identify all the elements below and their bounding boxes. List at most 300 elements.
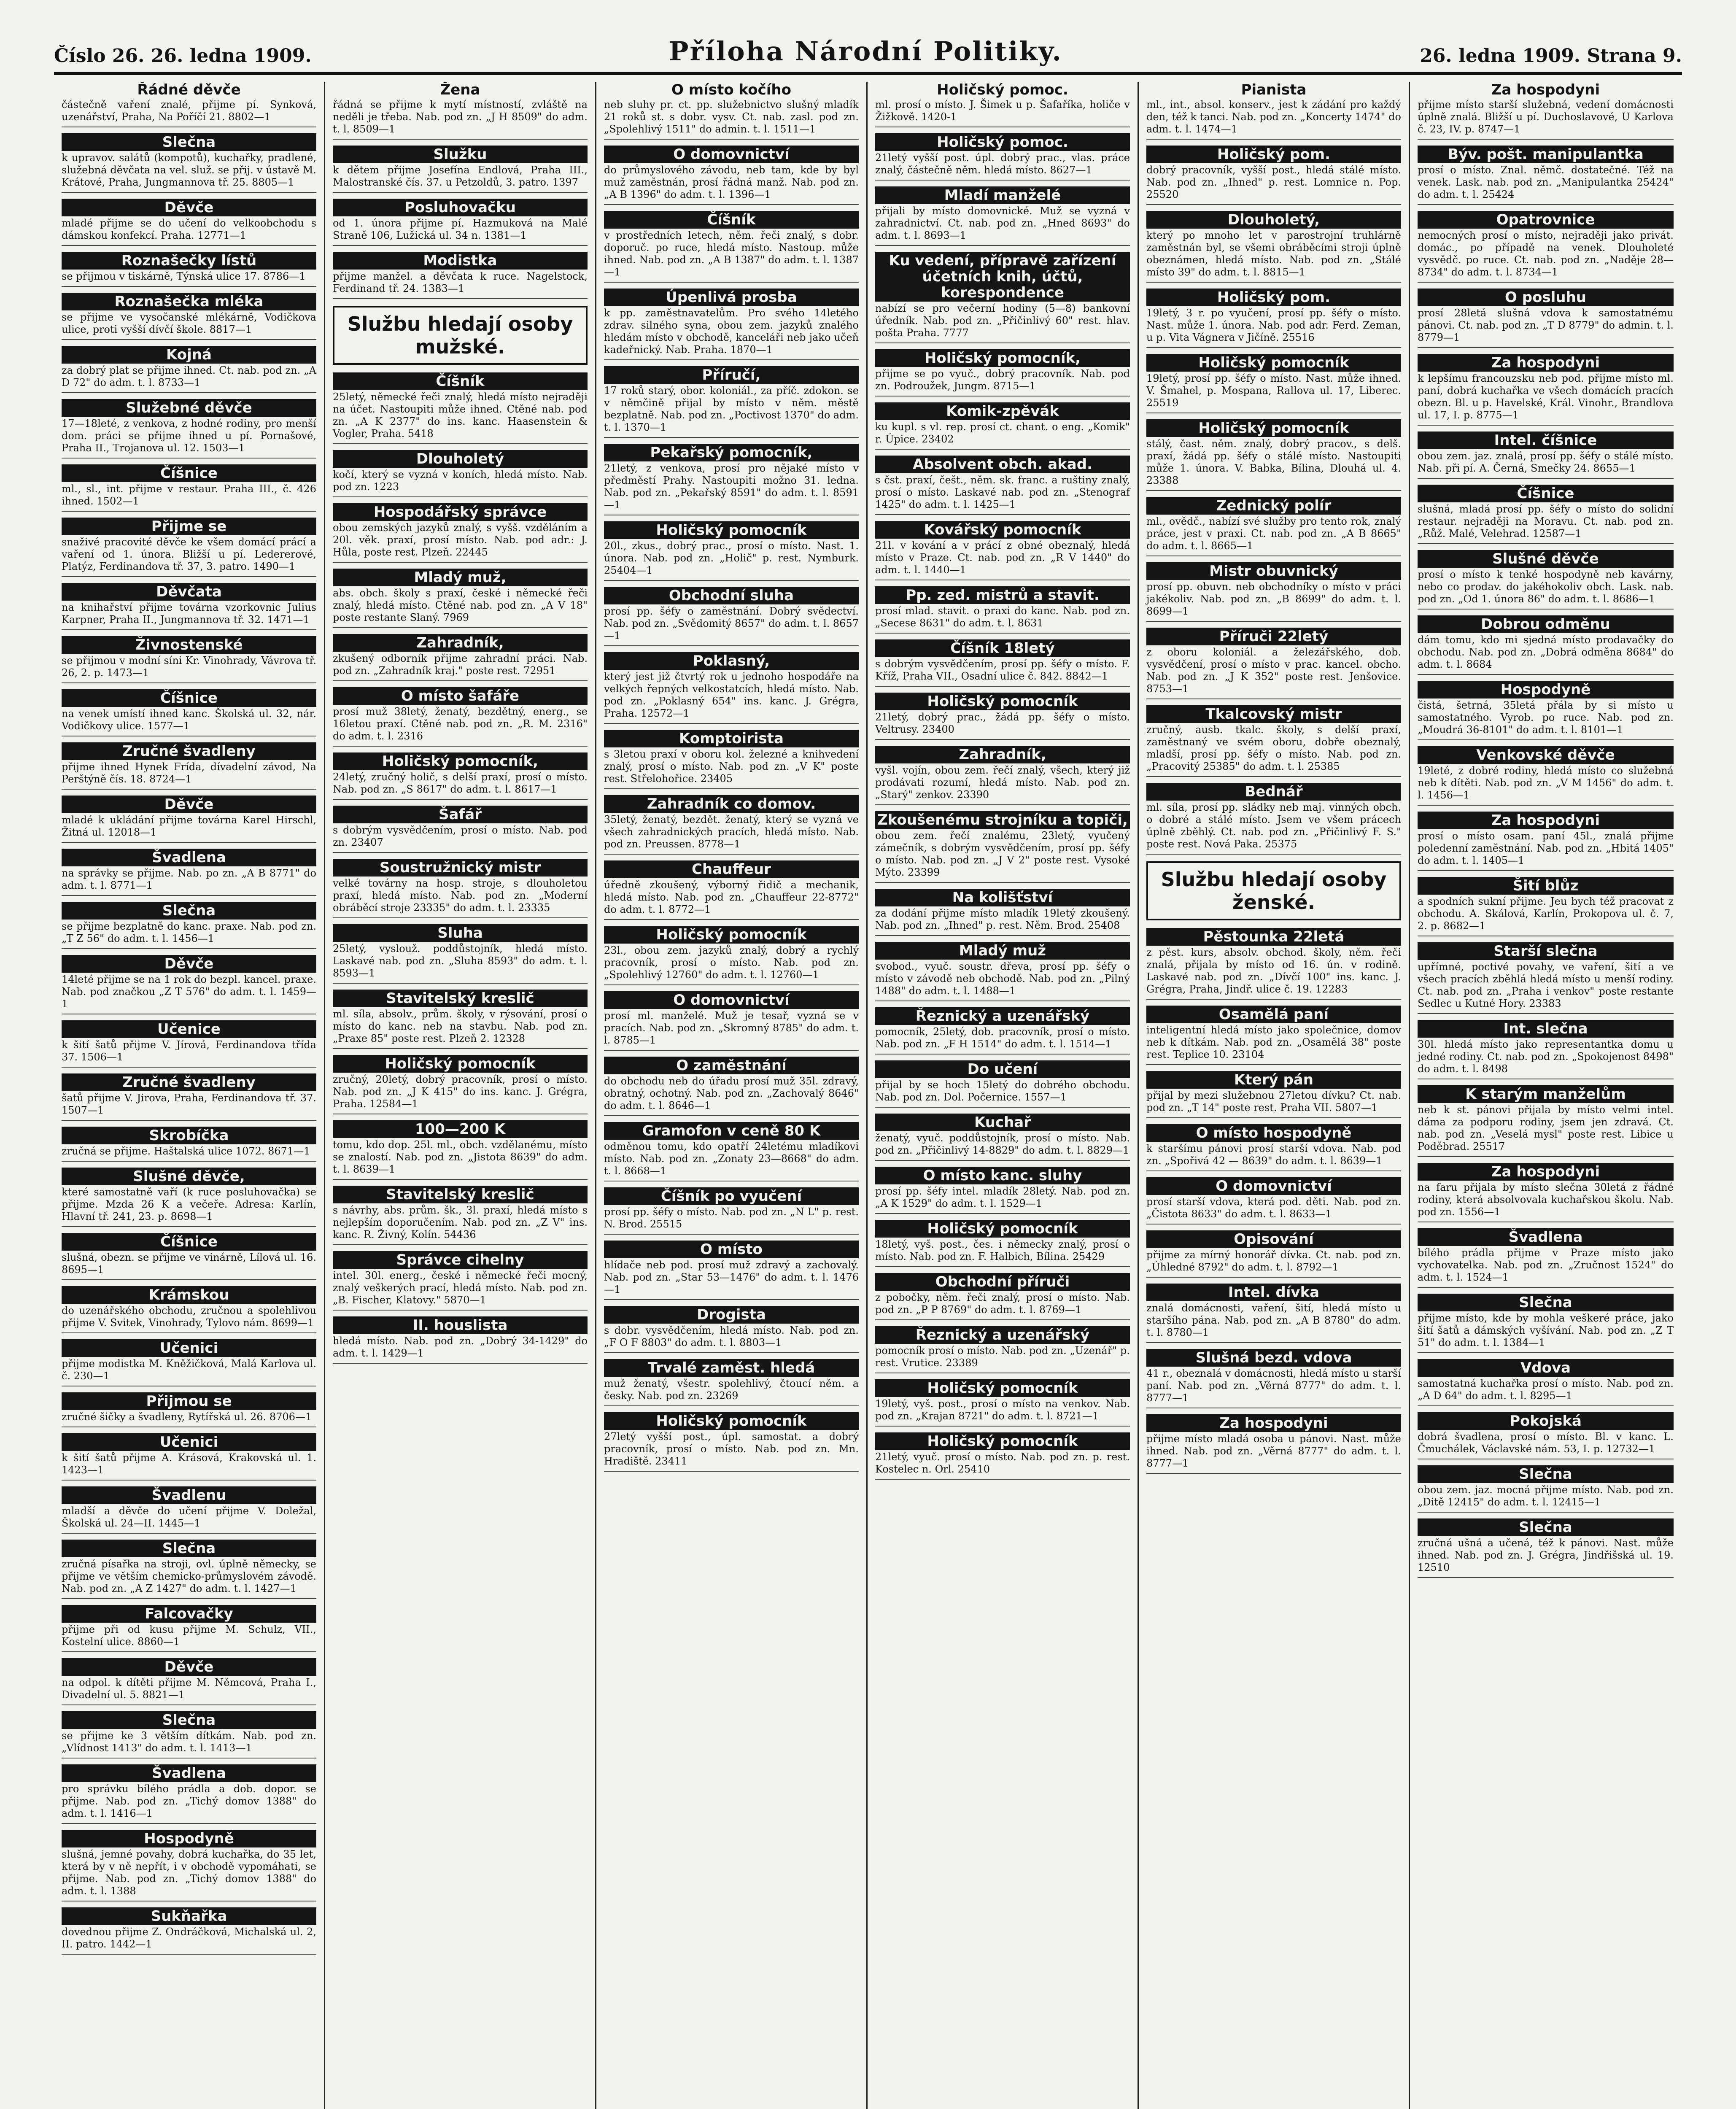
ad-heading: Holičský pomocník [875,1220,1130,1238]
classified-ad [1146,705,1401,777]
classified-ad [604,926,859,985]
ad-body: 25letý, vyslouž. poddůstojník, hledá místo. Laskavé nab. pod zn. „Sluha 8593" do adm. t. l. 8593—1 [333,943,588,979]
ad-heading: Číšnice [62,1233,316,1251]
ad-body: úředně zkoušený, výborný řidič a mechanik, hledá místo. Nab. pod zn. „Chauffeur 22-8772" do adm. t. l. 8772—1 [604,879,859,915]
ad-heading: Ku vedení, přípravě zařízení účetních knih, účtů, korespondence [875,252,1130,302]
ad-body: ml., int., absol. konserv., jest k zádání pro každý den, též k tanci. Nab. pod zn. „Koncerty 1474" do adm. t. l. 1474—1 [1146,99,1401,135]
ad-body: 41 r., obeznalá v domácnosti, hledá místo u starší paní. Nab. pod zn. „Věrná 8777" do adm. t. l. 8777—1 [1146,1367,1401,1404]
ad-body: zručný, ausb. tkalc. školy, s delší praxí, zaměstnaný ve svém oboru, dobře obeznalý, mladší, prosí pp. šéfy o místo. Nab. pod zn. „Pracovitý 25385" do adm. t. l. 25385 [1146,724,1401,772]
ad-heading: Dobrou odměnu [1418,615,1674,633]
ad-body: 30l. hledá místo jako representantka domu u jedné rodiny. Ct. nab. pod zn. „Spokojenost 8498" do adm. t. l. 8498 [1418,1038,1674,1075]
classified-ad [604,860,859,920]
ad-body: z pobočky, něm. řeči znalý, prosí o místo. Nab. pod zn. „P P 8769" do adm. t. l. 8769—1 [875,1292,1130,1316]
ad-heading: O domovnictví [1146,1177,1401,1195]
ad-heading: Holičský pom. [1146,146,1401,163]
ad-heading: O domovnictví [604,146,859,163]
classified-ad [1146,419,1401,491]
ad-body: ml. prosí o místo. J. Šimek u p. Šafaříka, holiče v Žižkově. 1420-1 [875,99,1130,123]
classified-ad [1418,146,1674,205]
classified-ad [333,569,588,628]
classified-ad [1418,354,1674,426]
classified-ad [1418,289,1674,348]
ad-heading: Slušná bezd. vdova [1146,1349,1401,1367]
ad-heading: Opisování [1146,1230,1401,1248]
classified-ad [604,730,859,789]
ad-body: pro správku bílého prádla a dob. dopor. se přijme. Nab. pod zn. „Tichý domov 1388" do adm. t. l. 1416—1 [62,1783,316,1819]
classified-ad [875,693,1130,740]
ad-heading: Děvče [62,796,316,813]
ad-heading: Mladý muž [875,942,1130,960]
classified-ad [333,806,588,853]
ad-heading: Int. slečna [1418,1020,1674,1038]
classified-ad [875,186,1130,246]
ad-body: 23l., obou zem. jazyků znalý, dobrý a rychlý pracovník, prosí o místo. Nab. pod zn. „Spolehlivý 12760" do adm. t. l. 12760—1 [604,944,859,981]
ad-body: slušná, obezn. se přijme ve vinárně, Lílová ul. 16. 8695—1 [62,1251,316,1276]
ad-heading: Příručí, [604,366,859,384]
ad-heading: O místo kočího [671,82,791,98]
ad-body: dám tomu, kdo mi sjedná místo prodavačky do obchodu. Nab. pod zn. „Dobrá odměna 8684" do adm. t. l. 8684 [1418,634,1674,670]
ad-heading: Stavitelský kreslič [333,1186,588,1203]
ad-heading: Dlouholetý, [1146,211,1401,229]
classified-ad [1418,1228,1674,1288]
ad-heading: Hospodyně [1418,681,1674,699]
ad-heading: Intel. číšnice [1418,432,1674,449]
classified-ad [1418,1359,1674,1406]
ad-body: velké továrny na hosp. stroje, s dlouholetou praxí, hledá místo. Nab. pod zn. „Moderní obráběcí stroje 23335" do adm. t. l. 23335 [333,877,588,914]
classified-ad [62,1433,316,1481]
ad-heading: Žena [440,82,480,98]
ad-heading: Holičský pomocník [875,1379,1130,1397]
ad-body: 19leté, z dobré rodiny, hledá místo co služebná neb k dítěti. Nab. pod zn. „V M 1456" do adm. t. l. 1456—1 [1418,765,1674,801]
classified-ad [1418,211,1674,283]
ad-body: přijme při od kusu přijme M. Schulz, VII., Kostelní ulice. 8860—1 [62,1624,316,1648]
ad-heading: Tkalcovský mistr [1146,705,1401,723]
ad-body: k šití šatů přijme V. Jírová, Ferdinandova třída 37. 1506—1 [62,1039,316,1063]
ad-heading: Holičský pomocník [333,1055,588,1073]
classified-ad [604,795,859,855]
ad-body: přijme manžel. a děvčata k ruce. Nagelstock, Ferdinand tř. 24. 1383—1 [333,270,588,294]
ad-heading: Modistka [333,252,588,270]
classified-ad [62,1286,316,1333]
ad-body: do obchodu neb do úřadu prosí muž 35l. zdravý, obratný, ochotný. Nab. pod zn. „Zachovalý 8646" do adm. t. l. 8646—1 [604,1075,859,1111]
classified-ad [62,1127,316,1162]
ad-body: 18letý, vyš. post., čes. i německy znalý, prosí o místo. Nab. pod zn. F. Halbich, Bílina. 25429 [875,1238,1130,1262]
ad-heading: Pokojská [1418,1412,1674,1430]
ad-heading: Kovářský pomocník [875,521,1130,539]
ad-body: nabízí se pro večerní hodiny (5—8) bankovní úředník. Nab. pod zn. „Přičinlivý 60" rest. hlav. pošta Praha. 7777 [875,302,1130,339]
ad-heading: Slečna [62,902,316,920]
ad-body: obou zemských jazyků znalý, s vyšš. vzděláním a 20l. věk. praxí, prosí místo. Nab. pod adr.: J. Hůla, poste rest. Plzeň. 22445 [333,522,588,558]
ad-heading: Učenici [62,1339,316,1357]
ad-heading: Za hospodyni [1418,812,1674,829]
ad-body: 21letý vyšší post. úpl. dobrý prac., vlas. práce znalý, částečně něm. hledá místo. 8627—1 [875,152,1130,176]
ad-body: prosí 28letá slušná vdova k samostatnému pánovi. Ct. nab. pod zn. „T D 8779" do admin. t. l. 8779—1 [1418,307,1674,343]
classified-ad [333,634,588,681]
ad-heading: Kojná [62,346,316,364]
ad-body: prosí pp. šéfy o místo. Nab. pod zn. „N L" p. rest. N. Brod. 25515 [604,1206,859,1230]
ad-body: k upravov. salátů (kompotů), kuchařky, pradlené, služebná děvčata na vel. služ. se přij. v ústavě M. Krátové, Praha, Jungmannova tř. 25. 8805—1 [62,152,316,188]
ad-body: neb k st. pánovi přijala by místo velmi intel. dáma za podporu rodiny, jsem jen zdravá. Ct. nab. pod zn. „Veselá mysl" poste rest. Libice u Poděbrad. 25517 [1418,1104,1674,1152]
classified-ad [62,293,316,340]
classified-ad [875,811,1130,883]
classified-ad [875,889,1130,936]
ad-body: prosí o místo. Znal. němč. dostatečné. Též na venek. Lask. nab. pod zn. „Manipulantka 25424" do adm. t. l. 25424 [1418,164,1674,200]
ad-body: čistá, šetrná, 35letá přála by si místo u samostatného. Vyrob. po ruce. Nab. pod zn. „Moudrá 36-8101" do adm. t. l. 8101—1 [1418,699,1674,736]
section-rubric: Službu hledají osoby mužské. [333,306,588,365]
ad-heading: Holičský pomoc. [875,133,1130,151]
ad-heading: Holičský pomoc. [937,82,1068,98]
classified-ad [875,82,1130,127]
classified-ad [62,902,316,949]
classified-ad [333,1186,588,1245]
ad-heading: Slečna [62,1540,316,1557]
ad-body: 27letý vyšší post., úpl. samostat. a dobrý pracovník, prosí o místo. Nab. pod zn. Mn. Hradiště. 23411 [604,1431,859,1467]
ad-body: který po mnoho let v parostrojní truhlárně zaměstnán byl, se všemi obráběcími stroji úplně obeznámen, hledá místo. Nab. pod zn. „Stálé místo 39" do adm. t. l. 8815—1 [1146,229,1401,278]
classified-ad [333,1251,588,1311]
ad-body: přijal by mezi služebnou 27letou dívku? Ct. nab. pod zn. „T 14" poste rest. Praha VII. 5807—1 [1146,1090,1401,1114]
classified-ad [604,146,859,205]
ad-body: 24letý, zručný holič, s delší praxí, prosí o místo. Nab. pod zn. „S 8617" do adm. t. l. 8617—1 [333,771,588,795]
ad-heading: Služku [333,146,588,163]
classified-ad [62,636,316,683]
classified-ad [604,366,859,438]
ad-heading: Roznašečka mléka [62,293,316,310]
classified-ad [62,583,316,630]
classified-ad [62,849,316,896]
ad-heading: Pianista [1241,82,1307,98]
ad-body: na knihařství přijme továrna vzorkovnic Julius Karpner, Praha II., Jungmannova tř. 32. 1471—1 [62,601,316,626]
newspaper-page [54,24,1682,2109]
ad-body: mladé k ukládání přijme továrna Karel Hirschl, Žitná ul. 12018—1 [62,814,316,838]
ad-heading: Do učení [875,1060,1130,1078]
ad-heading: Slečna [1418,1518,1674,1536]
classified-ad [62,1540,316,1599]
ad-heading: Bednář [1146,783,1401,801]
ad-body: na správky se přijme. Nab. po zn. „A B 8771" do adm. t. l. 8771—1 [62,867,316,891]
classified-ad [333,146,588,193]
ad-body: stálý, čast. něm. znalý, dobrý pracov., s delš. praxí, žádá pp. šéfy o stálé místo. Nastoupiti může 1. února. V. Babka, Bílina, Dlouhá ul. 4. 23388 [1146,438,1401,486]
ad-body: bílého prádla přijme v Praze místo jako vychovatelka. Nab. pod zn. „Zručnost 1524" do adm. t. l. 1524—1 [1418,1247,1674,1283]
ad-heading: Zahradník, [333,634,588,652]
ad-body: zručná ušná a učená, též k pánovi. Nast. může ihned. Nab. pod zn. J. Grégra, Jindřišská ul. 19. 12510 [1418,1537,1674,1573]
ad-body: 21l. v kování a v prácí z obné obeznalý, hledá místo v Praze. Ct. nab. pod zn. „R V 1440" do adm. t. l. 1440—1 [875,539,1130,576]
classified-ad [875,1114,1130,1161]
classified-ad [62,199,316,246]
ad-body: obou zem. řečí znalému, 23letý, vyučený zámečník, s dobrým vysvědčením, prosí pp. šéfy o místo. Nab. pod zn. „J V 2" poste rest. Vysoké Mýto. 23399 [875,830,1130,878]
ad-heading: Slušné děvče, [62,1168,316,1185]
ad-heading: Číšnice [1418,485,1674,502]
classified-ad [1146,497,1401,556]
classified-ad [875,586,1130,634]
ad-heading: Přijme se [62,518,316,535]
ad-body: dobrý pracovník, vyšší post., hledá stálé místo. Nab. pod zn. „Ihned" p. rest. Lomnice n. Pop. 25520 [1146,164,1401,200]
classified-ad [875,252,1130,343]
ad-body: prosí muž 38letý, ženatý, bezdětný, energ., se 16letou praxí. Ctěné nab. pod zn. „R. M. 2316" do adm. t. l. 2316 [333,706,588,742]
ad-body: snaživé pracovité děvče ke všem domácí prácí a vaření od 1. února. Bližší u pí. Ledererové, Platýz, Ferdinandova tř. 37, 3. patro. 1490—1 [62,536,316,572]
ad-body: k staršímu pánovi prosí starší vdova. Nab. pod zn. „Spořivá 42 — 8639" do adm. t. l. 8639—1 [1146,1143,1401,1167]
classified-ad [604,1359,859,1406]
ad-body: kočí, který se vyzná v koních, hledá místo. Nab. pod zn. 1223 [333,469,588,493]
ad-heading: Zahradník, [875,746,1130,763]
ad-body: s dobrým vysvědčením, prosí o místo. Nab. pod zn. 23407 [333,824,588,848]
ad-heading: Hospodyně [62,1830,316,1847]
ad-body: pomocník, 25letý, dob. pracovník, prosí o místo. Nab. pod zn. „F H 1514" do adm. t. l. 1514—1 [875,1026,1130,1050]
classified-ad [875,1220,1130,1267]
ad-body: obou zem. jaz. znalá, prosí pp. šéfy o stálé místo. Nab. při pí. A. Černá, Smečky 24. 8655—1 [1418,450,1674,474]
classified-ad [1418,877,1674,936]
classified-ad [875,1007,1130,1054]
classified-ad [875,402,1130,450]
ad-heading: Komptoirista [604,730,859,747]
ad-heading: Šití blůz [1418,877,1674,895]
ad-body: s dobr. vysvědčením, hledá místo. Nab. pod zn. „F O F 8803" do adm. t. l. 8803—1 [604,1324,859,1348]
ad-heading: Učenici [62,1433,316,1451]
classified-ad [62,1392,316,1427]
ad-body: pomocník prosí o místo. Nab. pod zn. „Uzenář" p. rest. Vrutice. 23389 [875,1345,1130,1369]
classified-ad [62,464,316,512]
classified-ad [62,796,316,843]
ad-body: prosí mlad. stavit. o praxi do kanc. Nab. pod zn. „Secese 8631" do adm. t. l. 8631 [875,605,1130,629]
classified-ad [1146,1177,1401,1224]
ad-heading: Číšník [333,372,588,390]
ad-body: zručná písařka na stroji, ovl. úplně německy, se přijme ve větším chemicko-průmyslovém závodě. Nab. pod zn. „A Z 1427" do adm. t. l. 1427—1 [62,1558,316,1594]
ad-heading: Holičský pom. [1146,289,1401,306]
ad-body: za dodání přijme místo mladík 19letý zkoušený. Nab. pod zn. „Ihned" p. rest. Něm. Brod. 25408 [875,907,1130,931]
classified-ad [1418,485,1674,544]
ad-heading: Holičský pomocník [604,1412,859,1430]
classified-ad [62,1764,316,1824]
masthead [54,24,1682,75]
ad-body: zkušený odborník přijme zahradní práci. Nab. pod zn. „Zahradník kraj." poste rest. 72951 [333,653,588,677]
ad-body: přijme ihned Hynek Frída, dívadelní závod, Na Perštýně čís. 18. 8724—1 [62,761,316,785]
ad-body: šatů přijme V. Jirova, Praha, Ferdinandova tř. 37. 1507—1 [62,1092,316,1116]
ad-body: znalá domácnosti, vaření, šití, hledá místo u staršího pána. Nab. pod zn. „A B 8780" do adm. t. l. 8780—1 [1146,1302,1401,1338]
ad-body: prosí pp. šéfy o zaměstnání. Dobrý svědectví. Nab. pod zn. „Svědomitý 8657" do adm. t. l. 8657—1 [604,605,859,642]
ad-heading: Venkovské děvče [1418,746,1674,764]
ad-heading: Holičský pomocník [604,926,859,944]
classified-ad [1418,1412,1674,1459]
ad-body: mladé přijme se do učení do velkoobchodu s dámskou konfekcí. Praha. 12771—1 [62,217,316,241]
ad-body: ml., ovědč., nabízí své služby pro tento rok, znalý práce, jest v praxi. Ct. nab. pod zn. „A B 8665" do adm. t. l. 8665—1 [1146,515,1401,552]
classified-ad [333,1316,588,1364]
ad-heading: Kuchař [875,1114,1130,1131]
ad-heading: O domovnictví [604,991,859,1009]
classified-ad [875,133,1130,181]
classified-ad [875,1326,1130,1373]
ad-body: dovednou přijme Z. Ondráčková, Michalská ul. 2, II. patro. 1442—1 [62,1926,316,1950]
classified-ad [875,942,1130,1001]
classified-ad [875,349,1130,396]
ad-heading: Komik-zpěvák [875,402,1130,420]
ad-heading: Číšnice [62,464,316,482]
ad-body: nemocných prosí o místo, nejraději jako privát. domác., po případě na venek. Dlouholeté vysvědč. po ruce. Ct. nab. pod zn. „Naděje 28—8734" do adm. t. l. 8734—1 [1418,229,1674,278]
ad-body: přijme místo starší služebná, vedení domácnosti úplně znalá. Bližší u pí. Duchoslavové, U Karlova č. 23, IV. p. 8747—1 [1418,99,1674,135]
ad-heading: Holičský pomocník [875,693,1130,710]
classified-ad [333,1120,588,1180]
issue-date: Číslo 26. 26. ledna 1909. [54,45,312,67]
ad-body: 17 roků starý, obor. koloniál., za příč. zdokon. se v němčině přijal by místo v něm. městě bezplatně. Nab. pod zn. „Poctivost 1370" do adm. t. l. 1370—1 [604,385,859,433]
ad-body: prosí ml. manželé. Muž je tesař, vyzná se v pracích. Nab. pod zn. „Skromný 8785" do adm. t. l. 8785—1 [604,1010,859,1046]
ad-heading: Pekařský pomocník, [604,444,859,461]
ad-heading: Za hospodyni [1418,354,1674,372]
ad-heading: O místo hospodyně [1146,1124,1401,1142]
classified-ad [333,687,588,747]
classified-ad [62,1486,316,1534]
ad-body: od 1. února přijme pí. Hazmuková na Malé Straně 106, Lužická ul. 34 n. 1381—1 [333,217,588,241]
ad-body: samostatná kuchařka prosí o místo. Nab. pod zn. „A D 64" do adm. t. l. 8295—1 [1418,1378,1674,1402]
ad-body: přijal by se hoch 15letý do dobrého obchodu. Nab. pod zn. Dol. Počernice. 1557—1 [875,1079,1130,1103]
ad-body: přijme modistka M. Kněžičková, Malá Karlova ul. č. 230—1 [62,1358,316,1382]
ad-heading: Řeznický a uzenářský [875,1007,1130,1025]
ad-body: k dětem přijme Josefína Endlová, Praha III., Malostranské čís. 37. u Petzoldů, 3. patro. 1397 [333,164,588,188]
ad-body: 14leté přijme se na 1 rok do bezpl. kancel. praxe. Nab. pod značkou „Z T 576" do adm. t. l. 1459—1 [62,974,316,1010]
ad-heading: Chauffeur [604,860,859,878]
classified-ad [1146,1071,1401,1118]
ad-body: 25letý, německé řeči znalý, hledá místo nejraději na účet. Nastoupiti může ihned. Ctěné nab. pod zn. „A K 2377" do ins. kanc. Haasenstein & Vogler, Praha. 5418 [333,391,588,440]
classified-ad [604,1122,859,1181]
classified-ad [875,639,1130,687]
ad-body: který jest již čtvrtý rok u jednoho hospodáře na velkých řepných velkostatcích, hledá místo. Nab. pod zn. „Poklasný 654" ins. kanc. J. Grégra, Praha. 12572—1 [604,671,859,719]
ad-body: částečně vaření znalé, přijme pí. Synková, uzenářství, Praha, Na Poříčí 21. 8802—1 [62,99,316,123]
ad-heading: 100—200 K [333,1120,588,1138]
classified-ad [1146,82,1401,140]
ad-body: 21letý, dobrý prac., žádá pp. šéfy o místo. Veltrusy. 23400 [875,711,1130,735]
ad-body: svobod., vyuč. soustr. dřeva, prosí pp. šéfy o místo v závodě neb obchodě. Nab. pod zn. „Pilný 1488" do adm. t. l. 1488—1 [875,960,1130,997]
ad-heading: Osamělá paní [1146,1006,1401,1023]
classified-ad [1146,1124,1401,1171]
classified-ad [62,955,316,1014]
ad-heading: Za hospodyni [1491,82,1600,98]
classified-ad [1418,1465,1674,1513]
ad-heading: Mistr obuvnický [1146,562,1401,580]
classified-ad [62,742,316,790]
classified-ad [62,1073,316,1121]
classified-ad [62,252,316,287]
ad-body: prosí pp. šéfy intel. mladík 28letý. Nab. pod zn. „A K 1529" do adm. t. l. 1529—1 [875,1185,1130,1209]
ad-heading: Švadlenu [62,1486,316,1504]
ad-heading: O posluhu [1418,289,1674,306]
ad-heading: Absolvent obch. akad. [875,456,1130,473]
classified-ad [62,1711,316,1758]
ad-heading: Zručné švadleny [62,742,316,760]
ad-heading: Intel. dívka [1146,1284,1401,1301]
ad-body: 35letý, ženatý, bezdět. ženatý, který se vyzná ve všech zahradnických pracích, hledá místo. Nab. pod zn. Preussen. 8778—1 [604,814,859,850]
classified-ad [1146,354,1401,413]
ad-heading: Býv. pošt. manipulantka [1418,146,1674,163]
ad-heading: Obchodní příruči [875,1273,1130,1291]
ad-column-6 [1410,82,1681,2109]
ad-body: přijme se po vyuč., dobrý pracovník. Nab. pod zn. Podroužek, Jungm. 8715—1 [875,368,1130,392]
classified-ad [604,521,859,581]
ad-heading: Zkoušenému strojníku a topiči, [875,811,1130,829]
classified-ad [333,990,588,1049]
ad-heading: Který pán [1146,1071,1401,1089]
ad-body: zručné šičky a švadleny, Rytířská ul. 26. 8706—1 [62,1411,312,1423]
ad-body: prosí pp. obuvn. neb obchodníky o místo v práci jakékoliv. Nab. pod zn. „B 8699" do adm. t. l. 8699—1 [1146,581,1401,617]
classified-ad [333,924,588,984]
classified-ad [604,1241,859,1300]
classified-ad [604,587,859,646]
classified-ad [62,1830,316,1901]
classified-ad [875,746,1130,805]
ad-body: prosí o místo k tenké hospodyně neb kavárny, nebo co prodav. do jakéhokoliv obch. Lask. nab. pod zn. „Od 1. února 86" do adm. t. l. 8686—1 [1418,569,1674,605]
classified-ad [1146,628,1401,699]
ad-heading: Starší slečna [1418,942,1674,960]
classified-ad [1418,1518,1674,1578]
classified-ad [333,252,588,299]
ad-heading: Správce cihelny [333,1251,588,1269]
ad-body: abs. obch. školy s praxí, české i německé řeči znalý, hledá místo. Ctěné nab. pod zn. „A V 18" poste restante Slaný. 7969 [333,587,588,623]
ad-heading: Pěstounka 22letá [1146,928,1401,946]
classified-ad [62,1168,316,1227]
classified-ad [1146,1284,1401,1343]
ad-body: na faru přijala by místo slečna 30letá z řádné rodiny, která absolvovala kuchařskou školu. Nab. pod zn. 1556—1 [1418,1181,1674,1218]
ad-body: se přijmou v tiskárně, Týnská ulice 17. 8786—1 [62,270,306,282]
ad-heading: Děvče [62,199,316,216]
ad-heading: Roznašečky lístů [62,252,316,270]
ad-columns [54,82,1682,2109]
ad-heading: Skrobíčka [62,1127,316,1144]
ad-body: z oboru koloniál. a železářského, dob. vysvědčení, prosí o místo v prac. kancel. obcho. Nab. pod zn. „J K 352" poste rest. Jenšovice. 8753—1 [1146,646,1401,695]
ad-heading: Poklasný, [604,652,859,670]
ad-body: upřímné, poctivé povahy, ve vaření, šití a ve všech pracích zběhlá hledá místo u menší rodiny. Ct. nab. pod zn. „Praha i venkov" poste restante Sedlec u Kutné Hory. 23383 [1418,961,1674,1009]
ad-heading: Zručné švadleny [62,1073,316,1091]
ad-body: z pěst. kurs, absolv. obchod. školy, něm. řeči znalá, přijala by místo od 16. ún. v rodině. Laskavé nab. pod zn. „Dívčí 100" ins. kanc. J. Grégra, Praha, Jindř. ulice č. 19. 12283 [1146,947,1401,995]
classified-ad [1418,942,1674,1014]
ad-body: intel. 30l. energ., české i německé řeči mocný, znalý veškerých prací, hledá místo. Nab. pod zn. „B. Fischer, Klatovy." 5870—1 [333,1270,588,1306]
classified-ad [62,399,316,458]
classified-ad [604,652,859,724]
ad-heading: Slečna [1418,1294,1674,1311]
classified-ad [333,1055,588,1114]
ad-heading: O místo kanc. sluhy [875,1167,1130,1184]
classified-ad [62,1658,316,1705]
classified-ad [1418,1294,1674,1353]
ad-heading: Sluha [333,924,588,942]
ad-heading: Krámskou [62,1286,316,1304]
classified-ad [604,444,859,515]
ad-heading: Slečna [62,133,316,151]
ad-body: se přijme ve vysočanské mlékárně, Vodičkova ulice, proti vyšší dívčí škole. 8817—1 [62,311,316,335]
ad-heading: Švadlena [62,849,316,866]
ad-body: ml. síla, prosí pp. sládky neb maj. vinných obch. o dobré a stálé místo. Jsem ve všem prácech úplně zběhlý. Ct. nab. pod zn. „Přičinlivý F. S." poste rest. Nová Paka. 25375 [1146,801,1401,850]
classified-ad [875,521,1130,580]
ad-heading: Služebné děvče [62,399,316,417]
ad-body: které samostatně vaří (k ruce posluhovačka) se přijme. Mzda 26 K a večeře. Adresa: Karlín, Hlavní tř. 241, 23. p. 8698—1 [62,1186,316,1222]
ad-body: se přijmou v modní síni Kr. Vinohrady, Vávrova tř. 26, 2. p. 1473—1 [62,655,316,679]
ad-heading: II. houslista [333,1316,588,1334]
ad-body: inteligentní hledá místo jako společnice, domov neb k dítkám. Nab. pod zn. „Osamělá 38" poste rest. Teplice 10. 23104 [1146,1024,1401,1060]
ad-heading: Sukňařka [62,1907,316,1925]
ad-heading: Pp. zed. mistrů a stavit. [875,586,1130,604]
classified-ad [1418,681,1674,740]
ad-heading: Soustružnický mistr [333,859,588,877]
ad-heading: Číšnice [62,689,316,707]
ad-body: prosí o místo osam. paní 45l., znalá přijme poledenní zaměstnání. Nab. pod zn. „Hbitá 1405" do adm. t. l. 1405—1 [1418,830,1674,866]
ad-body: 19letý, 3 r. po vyučení, prosí pp. šéfy o místo. Nast. může 1. února. Nab. pod adr. Ferd. Zeman, u p. Vita Vágnera v Jičíně. 25516 [1146,307,1401,343]
ad-heading: Falcovačky [62,1605,316,1623]
ad-heading: Zednický polír [1146,497,1401,515]
ad-body: ml. síla, absolv., prům. školy, v rýsování, prosí o místo do kanc. neb na stavbu. Nab. pod zn. „Praxe 85" poste rest. Plzeň 2. 12328 [333,1008,588,1044]
ad-body: na odpol. k dítěti přijme M. Němcová, Praha I., Divadelní ul. 5. 8821—1 [62,1677,316,1701]
classified-ad [62,82,316,127]
ad-heading: Učenice [62,1020,316,1038]
ad-body: tomu, kdo dop. 25l. ml., obch. vzdělanému, místo se znalostí. Nab. pod zn. „Jistota 8639" do adm. t. l. 8639—1 [333,1139,588,1175]
ad-body: s dobrým vysvědčením, prosí pp. šéfy o místo. F. Kříž, Praha VII., Osadní ulice č. 842. 8842—1 [875,658,1130,682]
classified-ad [333,82,588,140]
classified-ad [333,450,588,497]
ad-body: vyšl. vojín, obou zem. řečí znalý, všech, který již prodávati rozumí, hledá místo. Nab. pod zn. „Starý" zenkov. 23390 [875,764,1130,801]
